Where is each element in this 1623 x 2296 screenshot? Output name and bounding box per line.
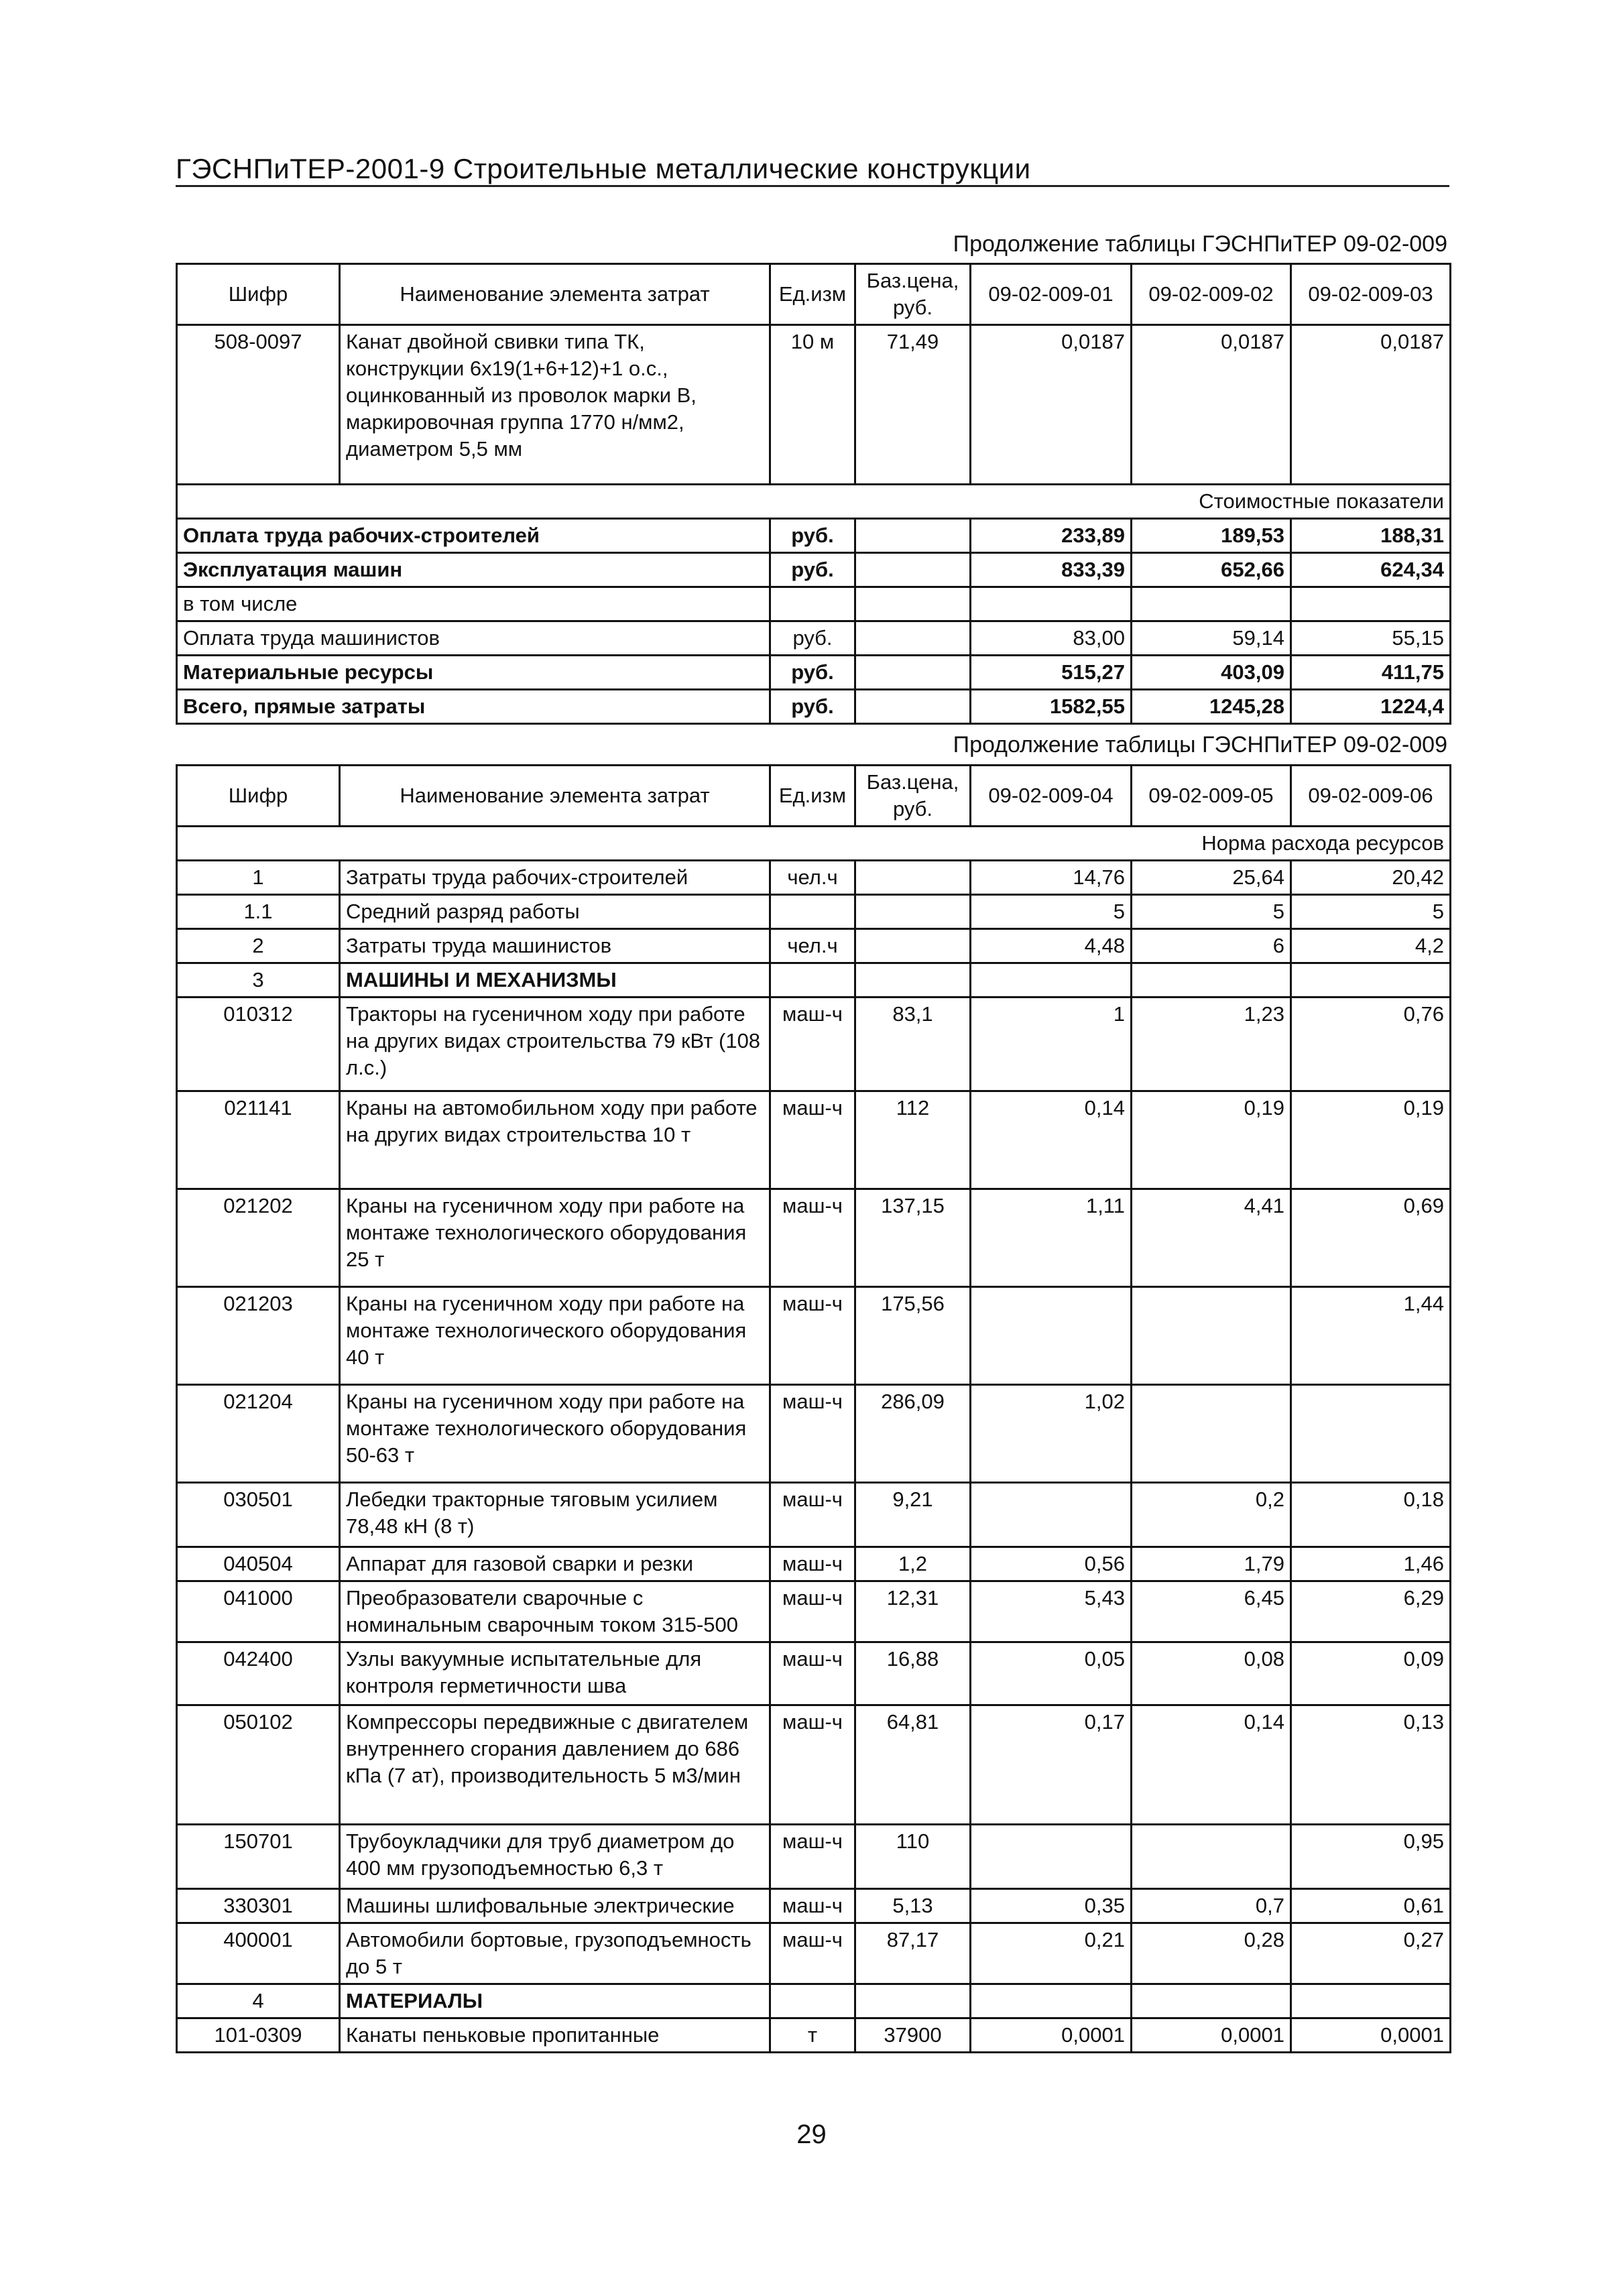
resource-value-3: 5 xyxy=(1291,895,1451,929)
resource-price: 37900 xyxy=(855,2018,971,2053)
cost-row-name: Материальные ресурсы xyxy=(177,656,770,690)
col-name-header: Наименование элемента затрат xyxy=(340,264,770,325)
resource-code: 042400 xyxy=(177,1642,340,1705)
cost-row-name: Эксплуатация машин xyxy=(177,553,770,587)
resource-value-3: 0,95 xyxy=(1291,1825,1451,1889)
cost-row-name: Оплата труда рабочих-строителей xyxy=(177,519,770,553)
header-divider xyxy=(176,185,1449,187)
cost-row-value-1: 515,27 xyxy=(971,656,1132,690)
cost-row-unit: руб. xyxy=(770,690,855,724)
cost-row-value-3: 188,31 xyxy=(1291,519,1451,553)
cost-row-unit xyxy=(770,587,855,621)
resource-name: Тракторы на гусеничном ходу при работе на других видах строительства 79 кВт (108 л.с.) xyxy=(340,998,770,1091)
resource-value-3: 0,09 xyxy=(1291,1642,1451,1705)
resource-value-3: 0,0001 xyxy=(1291,2018,1451,2053)
resource-unit: маш-ч xyxy=(770,998,855,1091)
resource-code: 1.1 xyxy=(177,895,340,929)
cost-row-value-1: 83,00 xyxy=(971,621,1132,656)
resource-name: Трубоукладчики для труб диаметром до 400 мм грузоподъемностью 6,3 т xyxy=(340,1825,770,1889)
material-code: 508-0097 xyxy=(177,325,340,485)
resource-value-2: 1,23 xyxy=(1132,998,1291,1091)
resource-value-1: 1,02 xyxy=(971,1385,1132,1483)
resource-price: 16,88 xyxy=(855,1642,971,1705)
resource-value-3 xyxy=(1291,963,1451,998)
cost-row-price xyxy=(855,621,971,656)
resource-value-3: 4,2 xyxy=(1291,929,1451,963)
resource-unit xyxy=(770,1984,855,2018)
resource-code: 021141 xyxy=(177,1091,340,1189)
resource-unit: маш-ч xyxy=(770,1091,855,1189)
resource-value-1: 0,21 xyxy=(971,1923,1132,1984)
page-number: 29 xyxy=(796,2120,827,2149)
cost-row-name: Оплата труда машинистов xyxy=(177,621,770,656)
resource-value-1 xyxy=(971,1984,1132,2018)
resource-row xyxy=(177,1189,1451,1287)
cost-row-name: Всего, прямые затраты xyxy=(177,690,770,724)
resource-value-1: 4,48 xyxy=(971,929,1132,963)
resource-value-3: 0,76 xyxy=(1291,998,1451,1091)
col-1-header: 09-02-009-04 xyxy=(971,766,1132,827)
resource-price xyxy=(855,895,971,929)
resource-unit: маш-ч xyxy=(770,1889,855,1923)
resource-row xyxy=(177,1642,1451,1705)
resource-value-3: 0,27 xyxy=(1291,1923,1451,1984)
cost-row-unit: руб. xyxy=(770,656,855,690)
resource-unit xyxy=(770,963,855,998)
resource-value-3 xyxy=(1291,1984,1451,2018)
material-value-3: 0,0187 xyxy=(1291,325,1451,485)
resource-value-1: 0,56 xyxy=(971,1547,1132,1581)
table2-header-row xyxy=(177,766,1451,827)
cost-row-unit: руб. xyxy=(770,553,855,587)
resource-rows xyxy=(177,861,1451,2053)
material-unit: 10 м xyxy=(770,325,855,485)
resource-code: 021203 xyxy=(177,1287,340,1385)
cost-row-name: в том числе xyxy=(177,587,770,621)
resource-price xyxy=(855,861,971,895)
cost-row-value-1: 233,89 xyxy=(971,519,1132,553)
resource-unit: маш-ч xyxy=(770,1705,855,1825)
resource-code: 330301 xyxy=(177,1889,340,1923)
col-2-header: 09-02-009-05 xyxy=(1132,766,1291,827)
col-price-header: Баз.цена, руб. xyxy=(855,264,971,325)
resource-value-3: 0,19 xyxy=(1291,1091,1451,1189)
material-price: 71,49 xyxy=(855,325,971,485)
resource-price: 1,2 xyxy=(855,1547,971,1581)
col-3-header: 09-02-009-06 xyxy=(1291,766,1451,827)
resource-row xyxy=(177,929,1451,963)
resource-row xyxy=(177,1984,1451,2018)
resource-name: Краны на гусеничном ходу при работе на монтаже технологического оборудования 50-63 т xyxy=(340,1385,770,1483)
resource-name: Компрессоры передвижные с двигателем внутреннего сгорания давлением до 686 кПа (7 ат), производительность 5 м3/мин xyxy=(340,1705,770,1825)
resource-row xyxy=(177,1287,1451,1385)
resource-value-3: 1,46 xyxy=(1291,1547,1451,1581)
resource-name: Аппарат для газовой сварки и резки xyxy=(340,1547,770,1581)
cost-row-price xyxy=(855,519,971,553)
resource-value-2: 25,64 xyxy=(1132,861,1291,895)
resource-name: Краны на гусеничном ходу при работе на монтаже технологического оборудования 40 т xyxy=(340,1287,770,1385)
cost-row-unit: руб. xyxy=(770,621,855,656)
cost-row xyxy=(177,553,1451,587)
cost-row-unit: руб. xyxy=(770,519,855,553)
resource-value-3: 0,69 xyxy=(1291,1189,1451,1287)
resource-row xyxy=(177,1889,1451,1923)
resource-value-3: 20,42 xyxy=(1291,861,1451,895)
resource-name: МАТЕРИАЛЫ xyxy=(340,1984,770,2018)
material-row xyxy=(177,325,1451,485)
cost-row-value-1: 833,39 xyxy=(971,553,1132,587)
resource-unit: маш-ч xyxy=(770,1189,855,1287)
resource-unit: маш-ч xyxy=(770,1581,855,1642)
cost-row-price xyxy=(855,553,971,587)
cost-row-value-1 xyxy=(971,587,1132,621)
resource-value-1: 5,43 xyxy=(971,1581,1132,1642)
cost-row xyxy=(177,519,1451,553)
resource-row xyxy=(177,1923,1451,1984)
cost-row-value-3 xyxy=(1291,587,1451,621)
resource-value-1: 0,14 xyxy=(971,1091,1132,1189)
resource-row xyxy=(177,895,1451,929)
resource-price: 137,15 xyxy=(855,1189,971,1287)
col-2-header: 09-02-009-02 xyxy=(1132,264,1291,325)
resource-row xyxy=(177,963,1451,998)
resource-price: 83,1 xyxy=(855,998,971,1091)
resource-price xyxy=(855,929,971,963)
resource-row xyxy=(177,1705,1451,1825)
resource-value-1: 0,0001 xyxy=(971,2018,1132,2053)
resource-name: МАШИНЫ И МЕХАНИЗМЫ xyxy=(340,963,770,998)
resource-code: 021202 xyxy=(177,1189,340,1287)
col-1-header: 09-02-009-01 xyxy=(971,264,1132,325)
resource-unit: маш-ч xyxy=(770,1642,855,1705)
table1-caption: Продолжение таблицы ГЭСНПиТЕР 09-02-009 xyxy=(953,231,1447,257)
resource-value-2 xyxy=(1132,1385,1291,1483)
resource-value-3 xyxy=(1291,1385,1451,1483)
cost-row-price xyxy=(855,587,971,621)
resource-price: 110 xyxy=(855,1825,971,1889)
resource-value-2: 4,41 xyxy=(1132,1189,1291,1287)
resource-code: 041000 xyxy=(177,1581,340,1642)
cost-section-row xyxy=(177,485,1451,519)
cost-row xyxy=(177,690,1451,724)
resource-row xyxy=(177,998,1451,1091)
resource-unit: маш-ч xyxy=(770,1547,855,1581)
resource-name: Средний разряд работы xyxy=(340,895,770,929)
resource-code: 050102 xyxy=(177,1705,340,1825)
resource-unit: чел.ч xyxy=(770,861,855,895)
cost-row-value-3: 411,75 xyxy=(1291,656,1451,690)
resource-value-2: 1,79 xyxy=(1132,1547,1291,1581)
resource-name: Машины шлифовальные электрические xyxy=(340,1889,770,1923)
cost-row-value-2: 59,14 xyxy=(1132,621,1291,656)
resource-code: 1 xyxy=(177,861,340,895)
resource-value-2: 0,2 xyxy=(1132,1483,1291,1547)
col-code-header: Шифр xyxy=(177,264,340,325)
resource-code: 030501 xyxy=(177,1483,340,1547)
resource-value-2: 0,0001 xyxy=(1132,2018,1291,2053)
resource-code: 021204 xyxy=(177,1385,340,1483)
resource-value-2: 0,19 xyxy=(1132,1091,1291,1189)
resource-value-2: 0,08 xyxy=(1132,1642,1291,1705)
resource-value-2: 6 xyxy=(1132,929,1291,963)
col-unit-header: Ед.изм xyxy=(770,766,855,827)
cost-row xyxy=(177,621,1451,656)
resource-value-3: 6,29 xyxy=(1291,1581,1451,1642)
resource-value-1: 1 xyxy=(971,998,1132,1091)
resource-section-label: Норма расхода ресурсов xyxy=(177,827,1451,861)
resource-value-1: 5 xyxy=(971,895,1132,929)
resource-value-1 xyxy=(971,1825,1132,1889)
resource-value-2: 0,7 xyxy=(1132,1889,1291,1923)
cost-row-value-2: 403,09 xyxy=(1132,656,1291,690)
col-name-header: Наименование элемента затрат xyxy=(340,766,770,827)
page-header-title: ГЭСНПиТЕР-2001-9 Строительные металлические конструкции xyxy=(176,153,1031,184)
resource-price: 112 xyxy=(855,1091,971,1189)
resource-name: Лебедки тракторные тяговым усилием 78,48 кН (8 т) xyxy=(340,1483,770,1547)
resource-row xyxy=(177,1091,1451,1189)
resource-row xyxy=(177,1483,1451,1547)
resource-code: 010312 xyxy=(177,998,340,1091)
col-code-header: Шифр xyxy=(177,766,340,827)
resource-code: 2 xyxy=(177,929,340,963)
material-name: Канат двойной свивки типа ТК, конструкции 6х19(1+6+12)+1 о.с., оцинкованный из проволок марки В, маркировочная группа 1770 н/мм2, диаметром 5,5 мм xyxy=(340,325,770,485)
resource-value-3: 1,44 xyxy=(1291,1287,1451,1385)
resource-unit: т xyxy=(770,2018,855,2053)
resource-price: 87,17 xyxy=(855,1923,971,1984)
cost-row-value-3: 55,15 xyxy=(1291,621,1451,656)
resource-price: 286,09 xyxy=(855,1385,971,1483)
resource-row xyxy=(177,2018,1451,2053)
resource-row xyxy=(177,1385,1451,1483)
cost-row-value-2: 652,66 xyxy=(1132,553,1291,587)
resource-row xyxy=(177,1825,1451,1889)
resource-value-3: 0,18 xyxy=(1291,1483,1451,1547)
resource-name: Автомобили бортовые, грузоподъемность до 5 т xyxy=(340,1923,770,1984)
resource-value-2: 0,14 xyxy=(1132,1705,1291,1825)
resource-name: Преобразователи сварочные с номинальным сварочным током 315-500 xyxy=(340,1581,770,1642)
resource-unit: маш-ч xyxy=(770,1287,855,1385)
cost-row-value-2: 189,53 xyxy=(1132,519,1291,553)
resource-name: Краны на гусеничном ходу при работе на монтаже технологического оборудования 25 т xyxy=(340,1189,770,1287)
resource-price: 9,21 xyxy=(855,1483,971,1547)
cost-section-label: Стоимостные показатели xyxy=(177,485,1451,519)
resource-row xyxy=(177,1581,1451,1642)
cost-row-value-2 xyxy=(1132,587,1291,621)
resource-unit: маш-ч xyxy=(770,1825,855,1889)
table2 xyxy=(176,764,1451,2053)
cost-row-value-1: 1582,55 xyxy=(971,690,1132,724)
table2-caption: Продолжение таблицы ГЭСНПиТЕР 09-02-009 xyxy=(953,732,1447,758)
material-value-1: 0,0187 xyxy=(971,325,1132,485)
resource-value-2 xyxy=(1132,963,1291,998)
resource-code: 3 xyxy=(177,963,340,998)
resource-value-1 xyxy=(971,1483,1132,1547)
col-3-header: 09-02-009-03 xyxy=(1291,264,1451,325)
resource-row xyxy=(177,861,1451,895)
resource-unit xyxy=(770,895,855,929)
cost-row-value-3: 624,34 xyxy=(1291,553,1451,587)
resource-value-1: 14,76 xyxy=(971,861,1132,895)
resource-code: 101-0309 xyxy=(177,2018,340,2053)
col-unit-header: Ед.изм xyxy=(770,264,855,325)
resource-value-2: 6,45 xyxy=(1132,1581,1291,1642)
resource-value-2: 0,28 xyxy=(1132,1923,1291,1984)
resource-value-1: 0,17 xyxy=(971,1705,1132,1825)
resource-value-1 xyxy=(971,1287,1132,1385)
resource-price xyxy=(855,963,971,998)
cost-row-price xyxy=(855,656,971,690)
table1-header-row xyxy=(177,264,1451,325)
resource-value-1 xyxy=(971,963,1132,998)
resource-code: 040504 xyxy=(177,1547,340,1581)
material-value-2: 0,0187 xyxy=(1132,325,1291,485)
table1 xyxy=(176,263,1451,725)
resource-value-2 xyxy=(1132,1984,1291,2018)
resource-unit: чел.ч xyxy=(770,929,855,963)
resource-name: Узлы вакуумные испытательные для контроля герметичности шва xyxy=(340,1642,770,1705)
resource-value-1: 0,35 xyxy=(971,1889,1132,1923)
resource-unit: маш-ч xyxy=(770,1385,855,1483)
resource-code: 150701 xyxy=(177,1825,340,1889)
resource-price: 175,56 xyxy=(855,1287,971,1385)
resource-value-3: 0,13 xyxy=(1291,1705,1451,1825)
resource-section-row xyxy=(177,827,1451,861)
resource-unit: маш-ч xyxy=(770,1483,855,1547)
resource-value-2 xyxy=(1132,1287,1291,1385)
resource-price xyxy=(855,1984,971,2018)
resource-name: Канаты пеньковые пропитанные xyxy=(340,2018,770,2053)
resource-value-1: 1,11 xyxy=(971,1189,1132,1287)
resource-value-3: 0,61 xyxy=(1291,1889,1451,1923)
cost-row-value-2: 1245,28 xyxy=(1132,690,1291,724)
resource-name: Затраты труда рабочих-строителей xyxy=(340,861,770,895)
resource-value-1: 0,05 xyxy=(971,1642,1132,1705)
resource-row xyxy=(177,1547,1451,1581)
resource-unit: маш-ч xyxy=(770,1923,855,1984)
resource-name: Краны на автомобильном ходу при работе на других видах строительства 10 т xyxy=(340,1091,770,1189)
resource-code: 4 xyxy=(177,1984,340,2018)
resource-price: 12,31 xyxy=(855,1581,971,1642)
resource-code: 400001 xyxy=(177,1923,340,1984)
cost-row xyxy=(177,587,1451,621)
resource-price: 64,81 xyxy=(855,1705,971,1825)
resource-name: Затраты труда машинистов xyxy=(340,929,770,963)
col-price-header: Баз.цена, руб. xyxy=(855,766,971,827)
resource-value-2: 5 xyxy=(1132,895,1291,929)
cost-row xyxy=(177,656,1451,690)
cost-row-value-3: 1224,4 xyxy=(1291,690,1451,724)
resource-price: 5,13 xyxy=(855,1889,971,1923)
resource-value-2 xyxy=(1132,1825,1291,1889)
cost-row-price xyxy=(855,690,971,724)
